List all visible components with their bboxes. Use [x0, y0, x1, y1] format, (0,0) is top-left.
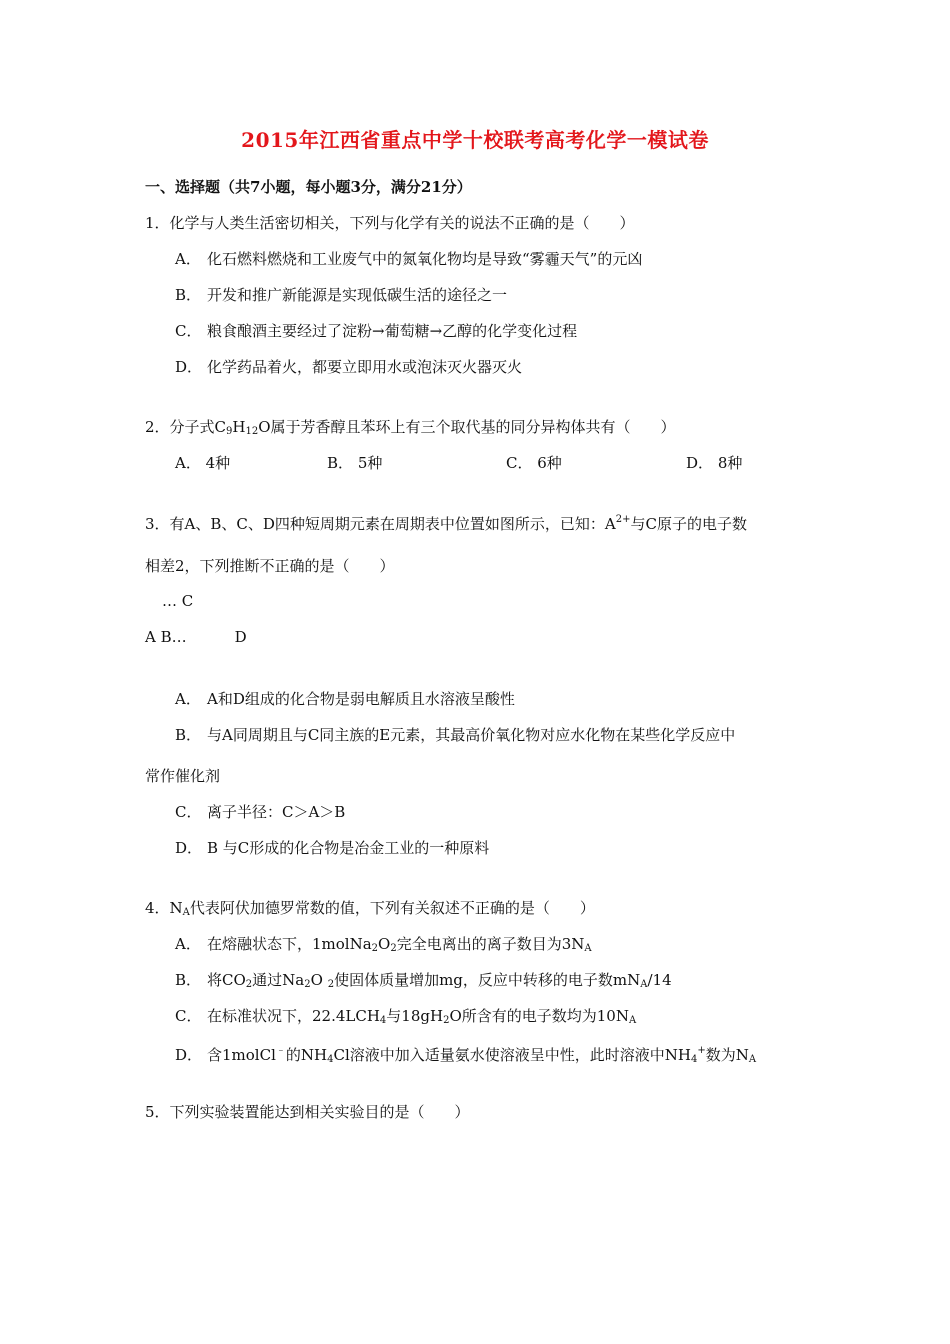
option-letter: A．: [175, 454, 201, 472]
option-text: 将CO: [207, 971, 246, 989]
option-letter: D．: [175, 839, 203, 857]
option-text: 8种: [717, 454, 743, 472]
question-4-option-b[interactable]: [175, 969, 672, 990]
subscript: 4: [690, 1054, 698, 1065]
option-text: B 与C形成的化合物是冶金工业的一种原料: [207, 839, 490, 857]
option-letter: B．: [175, 286, 202, 304]
stem-part: 2．分子式C: [145, 418, 227, 436]
option-letter: B．: [175, 971, 202, 989]
option-letter: D．: [175, 358, 203, 376]
stem-part: 3．有A、B、C、D四种短周期元素在周期表中位置如图所示，已知：A: [145, 515, 616, 533]
periodic-table-row-1: … C: [162, 592, 194, 610]
option-letter: D．: [175, 1046, 203, 1064]
option-text: 在熔融状态下，1molNa: [207, 935, 372, 953]
option-letter: C．: [506, 454, 533, 472]
question-3-stem: [145, 513, 747, 534]
option-letter: D．: [686, 454, 714, 472]
question-2-option-a[interactable]: [175, 452, 230, 473]
option-text: 4种: [205, 454, 231, 472]
stem-part: 代表阿伏加德罗常数的值，下列有关叙述不正确的是（ ）: [189, 899, 595, 917]
question-3-option-a[interactable]: [175, 688, 515, 709]
subscript: 2: [443, 1015, 450, 1026]
option-text: 通过Na: [252, 971, 305, 989]
subscript: A: [182, 907, 190, 918]
question-4-option-d[interactable]: [175, 1041, 756, 1065]
subscript: 2: [245, 979, 253, 990]
question-1-option-a[interactable]: [175, 248, 642, 269]
option-text: 使固体质量增加mg，反应中转移的电子数mN: [334, 971, 641, 989]
superscript: +: [697, 1045, 706, 1056]
question-2-stem: [145, 416, 676, 437]
stem-part: H: [232, 418, 246, 436]
question-2-option-c[interactable]: [506, 452, 562, 473]
question-5-stem: 5．下列实验装置能达到相关实验目的是（ ）: [145, 1103, 470, 1121]
option-text: 数为N: [705, 1046, 749, 1064]
option-letter: A．: [175, 690, 201, 708]
option-text: Cl溶液中加入适量氨水使溶液呈中性，此时溶液中NH: [333, 1046, 691, 1064]
question-2-option-b[interactable]: [327, 452, 382, 473]
superscript: ﹣: [275, 1045, 286, 1056]
option-letter: C．: [175, 1007, 202, 1025]
option-text: 完全电离出的离子数目为3N: [396, 935, 585, 953]
question-1-option-b[interactable]: [175, 284, 507, 305]
question-3-option-d[interactable]: [175, 837, 489, 858]
option-letter: B．: [327, 454, 354, 472]
section-heading: 一、选择题（共7小题，每小题3分，满分21分）: [145, 178, 472, 196]
option-text: 含1molCl: [207, 1046, 276, 1064]
subscript: A: [584, 943, 592, 954]
stem-part: 4．N: [145, 899, 183, 917]
subscript: A: [748, 1054, 757, 1065]
table-cell-d: D: [234, 628, 247, 646]
table-cells: A B…: [145, 628, 187, 646]
subscript: 2: [304, 979, 311, 990]
question-3-option-b-continued: 常作催化剂: [145, 767, 221, 785]
option-text: 与18gH: [386, 1007, 444, 1025]
option-text: /14: [647, 971, 672, 989]
option-text: O: [378, 935, 391, 953]
option-text: 离子半径：C＞A＞B: [207, 803, 346, 821]
question-3-option-c[interactable]: [175, 801, 345, 822]
subscript: 2: [390, 943, 397, 954]
option-text: 在标准状况下，22.4LCH: [207, 1007, 380, 1025]
question-3-option-b[interactable]: [175, 724, 735, 745]
subscript: A: [628, 1015, 637, 1026]
stem-part: O属于芳香醇且苯环上有三个取代基的同分异构体共有（ ）: [258, 418, 676, 436]
question-3-stem-line-2: 相差2，下列推断不正确的是（ ）: [145, 557, 395, 575]
subscript: 4: [327, 1054, 334, 1065]
subscript: 9: [226, 426, 233, 437]
superscript: 2+: [615, 514, 631, 525]
question-2-option-d[interactable]: [686, 452, 742, 473]
option-text: 5种: [357, 454, 383, 472]
subscript: 12: [245, 426, 259, 437]
option-text: 化学药品着火，都要立即用水或泡沫灭火器灭火: [207, 358, 523, 376]
question-4-stem: [145, 897, 595, 918]
option-text: 的NH: [285, 1046, 328, 1064]
question-4-option-a[interactable]: [175, 933, 592, 954]
stem-part: 与C原子的电子数: [630, 515, 747, 533]
question-4-option-c[interactable]: [175, 1005, 636, 1026]
question-2-options: [175, 452, 795, 472]
option-letter: A．: [175, 250, 201, 268]
question-1-option-d[interactable]: [175, 356, 522, 377]
subscript: 4: [379, 1015, 387, 1026]
option-text: 6种: [537, 454, 562, 472]
option-text: 化石燃料燃烧和工业废气中的氮氧化物均是导致“雾霾天气”的元凶: [207, 250, 643, 268]
option-letter: C．: [175, 803, 202, 821]
question-1-stem: 1．化学与人类生活密切相关，下列与化学有关的说法不正确的是（ ）: [145, 214, 635, 232]
subscript: A: [640, 979, 648, 990]
periodic-table-row-2: [145, 628, 247, 646]
option-text: O: [310, 971, 328, 989]
option-text: O所含有的电子数均为10N: [449, 1007, 629, 1025]
option-letter: B．: [175, 726, 202, 744]
option-letter: C．: [175, 322, 202, 340]
question-1-option-c[interactable]: [175, 320, 577, 341]
subscript: 2: [371, 943, 379, 954]
exam-title: 2015年江西省重点中学十校联考高考化学一模试卷: [241, 128, 709, 152]
option-letter: A．: [175, 935, 201, 953]
option-text: 开发和推广新能源是实现低碳生活的途径之一: [207, 286, 508, 304]
subscript: 2: [327, 979, 335, 990]
option-text: A和D组成的化合物是弱电解质且水溶液呈酸性: [207, 690, 515, 708]
option-text: 粮食酿酒主要经过了淀粉→葡萄糖→乙醇的化学变化过程: [207, 322, 578, 340]
option-text: 与A同周期且与C同主族的E元素，其最高价氧化物对应水化物在某些化学反应中: [207, 726, 736, 744]
